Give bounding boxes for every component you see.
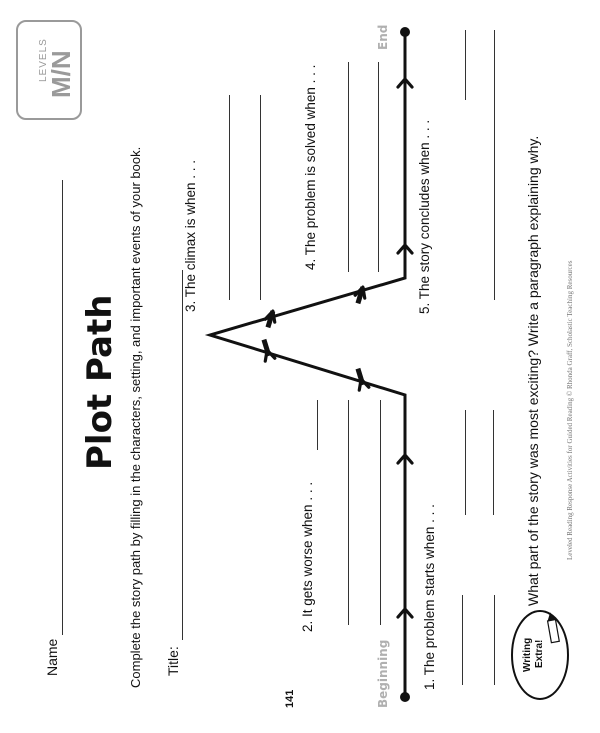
prompt-1: 1. The problem starts when . . .: [422, 504, 437, 690]
answer-line[interactable]: [348, 62, 349, 272]
answer-line[interactable]: [378, 62, 379, 272]
page-title: Plot Path: [80, 294, 120, 470]
path-start-dot: [400, 692, 410, 702]
answer-line[interactable]: [229, 95, 230, 300]
prompt-4: 4. The problem is solved when . . .: [303, 64, 318, 270]
answer-line[interactable]: [380, 400, 381, 625]
answer-line[interactable]: [348, 400, 349, 625]
name-label: Name: [44, 638, 60, 676]
title-label: Title:: [165, 646, 181, 676]
end-label: End: [376, 24, 390, 50]
answer-line[interactable]: [494, 595, 495, 685]
prompt-3: 3. The climax is when . . .: [183, 159, 198, 312]
path-end-dot: [400, 27, 410, 37]
levels-value: M/N: [46, 50, 76, 98]
answer-line[interactable]: [493, 410, 494, 515]
beginning-label: Beginning: [376, 639, 390, 708]
badge-line1: Writing: [522, 637, 533, 672]
levels-label: LEVELS: [38, 38, 49, 82]
answer-line[interactable]: [462, 595, 463, 685]
badge-line2: Extra!: [534, 639, 545, 668]
answer-line[interactable]: [465, 30, 466, 100]
answer-line[interactable]: [317, 400, 318, 450]
writing-extra-question: What part of the story was most exciting? Write a paragraph explaining why.: [525, 135, 541, 606]
answer-line[interactable]: [465, 410, 466, 515]
credit-line: Leveled Reading Response Activities for Guided Reading © Rhonda Graff, Scholastic Teaching Resources: [566, 260, 574, 560]
prompt-5: 5. The story concludes when . . .: [417, 119, 432, 314]
instructions: Complete the story path by filling in the characters, setting, and important events of your book.: [128, 146, 143, 688]
page-number: 141: [284, 689, 296, 708]
answer-line[interactable]: [260, 95, 261, 300]
answer-line[interactable]: [494, 30, 495, 300]
path-arrow-icon: [263, 310, 278, 329]
prompt-2: 2. It gets worse when . . .: [300, 481, 315, 632]
